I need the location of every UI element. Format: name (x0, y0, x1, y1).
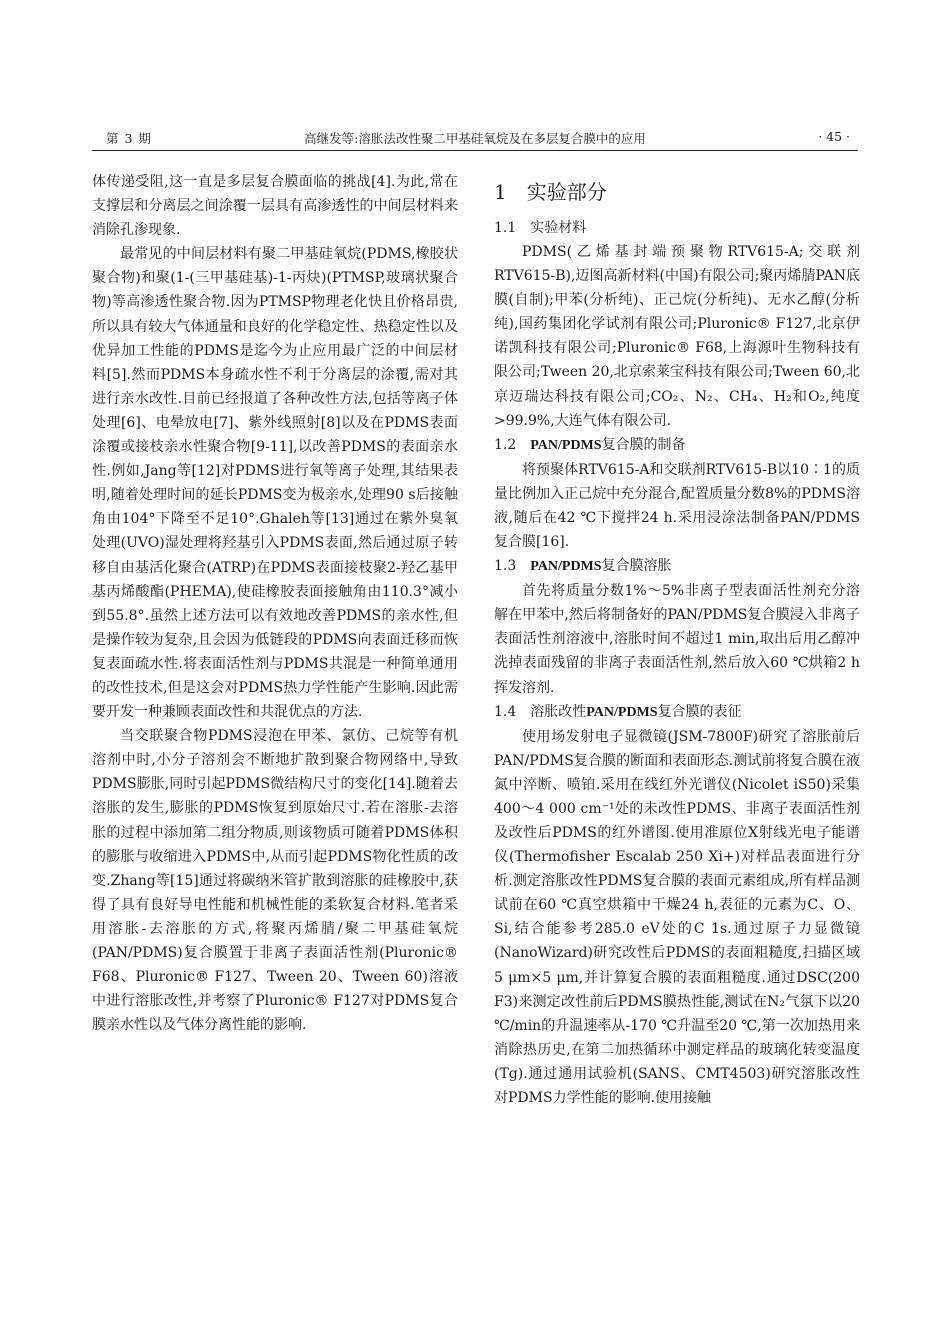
page-number: · 45 · (818, 129, 850, 144)
heading-number: 1.2 (494, 436, 531, 453)
heading-number: 1.3 (494, 558, 531, 575)
heading-text: 复合膜的表征 (657, 703, 742, 720)
heading-text: 复合膜溶胀 (601, 558, 672, 575)
heading-bold-term: PAN/PDMS (530, 559, 602, 575)
heading-bold-term: PAN/PDMS (530, 437, 602, 453)
paragraph-characterization: 使用场发射电子显微镜(JSM-7800F)研究了溶胀前后PAN/PDMS复合膜的断面和表面形态.测试前将复合膜在液氮中淬断、喷铂.采用在线红外光谱仪(Nicolet iS50)采集400～4 000 cm⁻¹处的未改性PDMS、非离子表面活性剂及改性后PDMS的红外谱图.使用准原位X射线光电子能谱仪(Thermofisher Escalab 250 Xi+)对样品表面进行分析.测定溶胀改性PDMS复合膜的表面元素组成,所有样品测试前在60 ℃真空烘箱中干燥24 h,表征的元素为C、O、Si,结合能参考285.0 eV处的C 1s.通过原子力显微镜(NanoWizard)研究改性后PDMS的表面粗糙度,扫描区域5 μm×5 μm,并计算复合膜的表面粗糙度.通过DSC(200 F3)来测定改性前后PDMS膜热性能,测试在N₂气氛下以20 ℃/min的升温速率从-170 ℃升温至20 ℃,第一次加热用来消除热历史,在第二加热循环中测定样品的玻璃化转变温度(Tg).通过通用试验机(SANS、CMT4503)研究溶胀改性对PDMS力学性能的影响.使用接触 (494, 728, 860, 1106)
paragraph-continued: 体传递受阻,这一直是多层复合膜面临的挑战[4].为此,常在支撑层和分离层之间涂覆一层具有高渗透性的中间层材料来消除孔渗现象. (92, 174, 458, 239)
running-title: 高继发等:溶胀法改性聚二甲基硅氧烷及在多层复合膜中的应用 (304, 131, 646, 146)
subsection-heading-1-4 (494, 700, 860, 725)
paragraph-intermediate-layer: 最常见的中间层材料有聚二甲基硅氧烷(PDMS,橡胶状聚合物)和聚(1-(三甲基硅基)-1-丙炔)(PTMSP,玻璃状聚合物)等高渗透性聚合物.因为PTMSP物理老化快且价格昂贵,所以具有较大气体通量和良好的化学稳定性、热稳定性以及优异加工性能的PDMS是迄今为止应用最广泛的中间层材料[5].然而PDMS本身疏水性不利于分离层的涂覆,需对其进行亲水改性.目前已经报道了各种改性方法,包括等离子体处理[6]、电晕放电[7]、紫外线照射[8]以及在PDMS表面涂覆或接枝亲水性聚合物[9-11],以改善PDMS的表面亲水性.例如,Jang等[12]对PDMS进行氧等离子处理,其结果表明,随着处理时间的延长PDMS变为极亲水,处理90 s后接触角由104°下降至不足10°.Ghaleh等[13]通过在紫外臭氧处理(UVO)湿处理将羟基引入PDMS表面,然后通过原子转移自由基活化聚合(ATRP)在PDMS表面接枝聚2-羟乙基甲基丙烯酸酯(PHEMA),使硅橡胶表面接触角由110.3°减小到55.8°.虽然上述方法可以有效地改善PDMS的亲水性,但是操作较为复杂,且会因为低链段的PDMS向表面迁移而恢复表面疏水性.将表面活性剂与PDMS共混是一种简单通用的改性技术,但是这会对PDMS热力学性能产生影响.因此需要开发一种兼顾表面改性和共混优点的方法. (92, 246, 458, 721)
right-column (494, 170, 860, 1110)
heading-text: 复合膜的制备 (601, 436, 686, 453)
subsection-heading-1-3 (494, 554, 860, 579)
left-column (92, 170, 458, 1037)
paragraph-materials: PDMS(乙烯基封端预聚物RTV615-A;交联剂RTV615-B),迈图高新材料(中国)有限公司;聚丙烯腈PAN底膜(自制);甲苯(分析纯)、正己烷(分析纯)、无水乙醇(分析纯),国药集团化学试剂有限公司;Pluronic® F127,北京伊诺凯科技有限公司;Pluronic® F68,上海源叶生物科技有限公司;Tween 20,北京索莱宝科技有限公司;Tween 60,北京迈瑞达科技有限公司;CO₂、N₂、CH₄、H₂和O₂,纯度>99.9%,大连气体有限公司. (494, 244, 860, 429)
paragraph-preparation: 将预聚体RTV615-A和交联剂RTV615-B以10∶1的质量比例加入正己烷中充分混合,配置质量分数8%的PDMS溶液,随后在42 ℃下搅拌24 h.采用浸涂法制备PAN/PDMS复合膜[16]. (494, 461, 860, 551)
subsection-heading-1-2 (494, 433, 860, 458)
header-rule (92, 150, 858, 151)
paragraph-swelling-method: 当交联聚合物PDMS浸泡在甲苯、氯仿、己烷等有机溶剂中时,小分子溶剂会不断地扩散到聚合物网络中,导致PDMS膨胀,同时引起PDMS微结构尺寸的变化[14].随着去溶胀的发生,膨胀的PDMS恢复到原始尺寸.若在溶胀-去溶胀的过程中添加第二组分物质,则该物质可随着PDMS体积的膨胀与收缩进入PDMS中,从而引起PDMS物化性质的改变.Zhang等[15]通过将碳纳米管扩散到溶胀的硅橡胶中,获得了具有良好导电性能和机械性能的柔软复合材料.笔者采用溶胀-去溶胀的方式,将聚丙烯腈/聚二甲基硅氧烷(PAN/PDMS)复合膜置于非离子表面活性剂(Pluronic® F68、Pluronic® F127、Tween 20、Tween 60)溶液中进行溶胀改性,并考察了Pluronic® F127对PDMS复合膜亲水性以及气体分离性能的影响. (92, 728, 458, 1034)
subsection-heading-1-1: 1.1 实验材料 (494, 220, 587, 236)
issue-number: 第 3 期 (106, 131, 152, 146)
heading-number: 1.4 (494, 703, 531, 720)
running-header (92, 126, 858, 148)
heading-prefix: 溶胀改性 (530, 703, 587, 720)
heading-bold-term: PAN/PDMS (586, 704, 658, 720)
section-title: 1 实验部分 (494, 180, 607, 204)
paragraph-swelling: 首先将质量分数1%～5%非离子型表面活性剂充分溶解在甲苯中,然后将制备好的PAN/PDMS复合膜浸入非离子表面活性剂溶液中,溶胀时间不超过1 min,取出后用乙醇冲洗掉表面残留的非离子表面活性剂,然后放入60 ℃烘箱2 h挥发溶剂. (494, 583, 860, 696)
